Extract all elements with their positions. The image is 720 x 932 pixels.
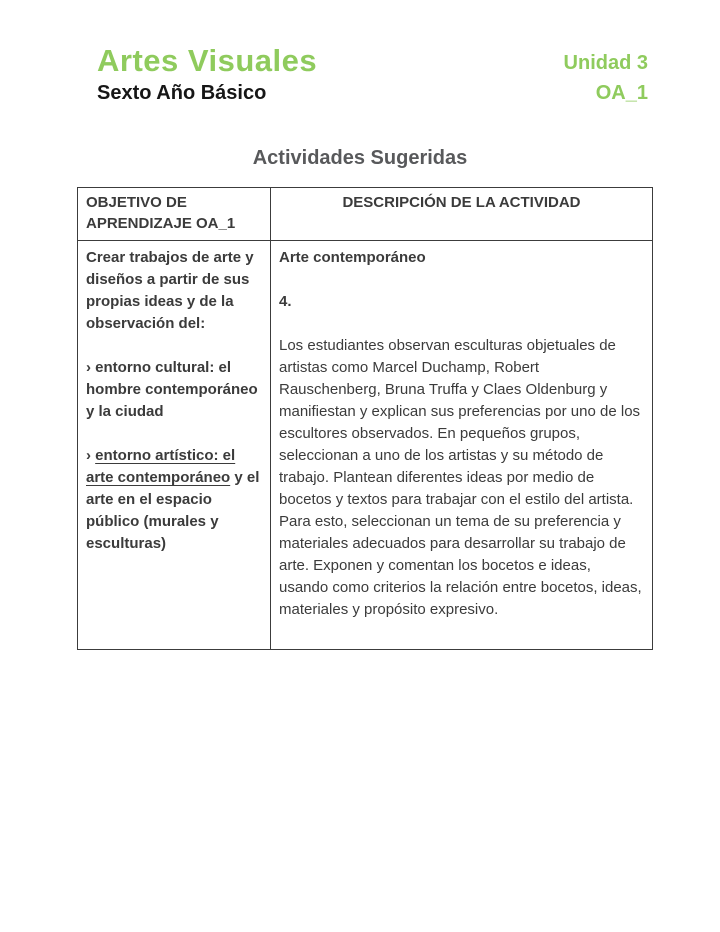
activity-heading: Arte contemporáneo	[279, 249, 426, 266]
objective-intro: Crear trabajos de arte y diseños a partir de sus propias ideas y de la observación del:	[86, 249, 254, 332]
doc-subtitle: Sexto Año Básico	[97, 82, 267, 104]
activities-table	[77, 187, 653, 650]
objective-cell	[78, 241, 271, 650]
column-header-objective: OBJETIVO DE APRENDIZAJE OA_1	[78, 188, 271, 241]
table-row	[78, 241, 653, 650]
bullet-marker: ›	[86, 447, 96, 464]
table-header-row	[78, 188, 653, 241]
doc-title: Artes Visuales	[97, 43, 318, 78]
description-cell	[271, 241, 653, 650]
bullet-text: entorno cultural: el hombre contemporáneo y la ciudad	[86, 359, 258, 420]
unit-label: Unidad 3	[563, 52, 648, 74]
section-title: Actividades Sugeridas	[252, 147, 468, 169]
activity-number: 4.	[279, 293, 292, 310]
oa-label: OA_1	[595, 82, 648, 104]
bullet-marker: ›	[86, 359, 96, 376]
header-left	[97, 42, 317, 106]
objective-bullet-cultural	[86, 357, 262, 423]
activity-body: Los estudiantes observan esculturas objetuales de artistas como Marcel Duchamp, Robert Rauschenberg, Bruna Truffa y Claes Oldenburg y manifiestan y explican sus preferencias por uno de los escultores observados. En pequeños grupos, seleccionan a uno de los artistas y su método de trabajo. Plantean diferentes ideas por medio de bocetos y textos para trabajar con el estilo del artista. Para esto, seleccionan un tema de su preferencia y materiales adecuados para desarrollar su trabajo de arte. Exponen y comentan los bocetos e ideas, usando como criterios la relación entre bocetos, ideas, materiales y propósito expresivo.	[279, 337, 642, 618]
objective-bullet-artistico	[86, 445, 262, 555]
bullet-text: y el arte en el espacio público (murales y esculturas)	[86, 469, 260, 552]
bullet-text-underlined: entorno artístico: el arte contemporáneo	[86, 447, 236, 486]
column-header-description: DESCRIPCIÓN DE LA ACTIVIDAD	[271, 188, 653, 241]
document-header	[97, 42, 648, 106]
header-right	[564, 51, 648, 106]
